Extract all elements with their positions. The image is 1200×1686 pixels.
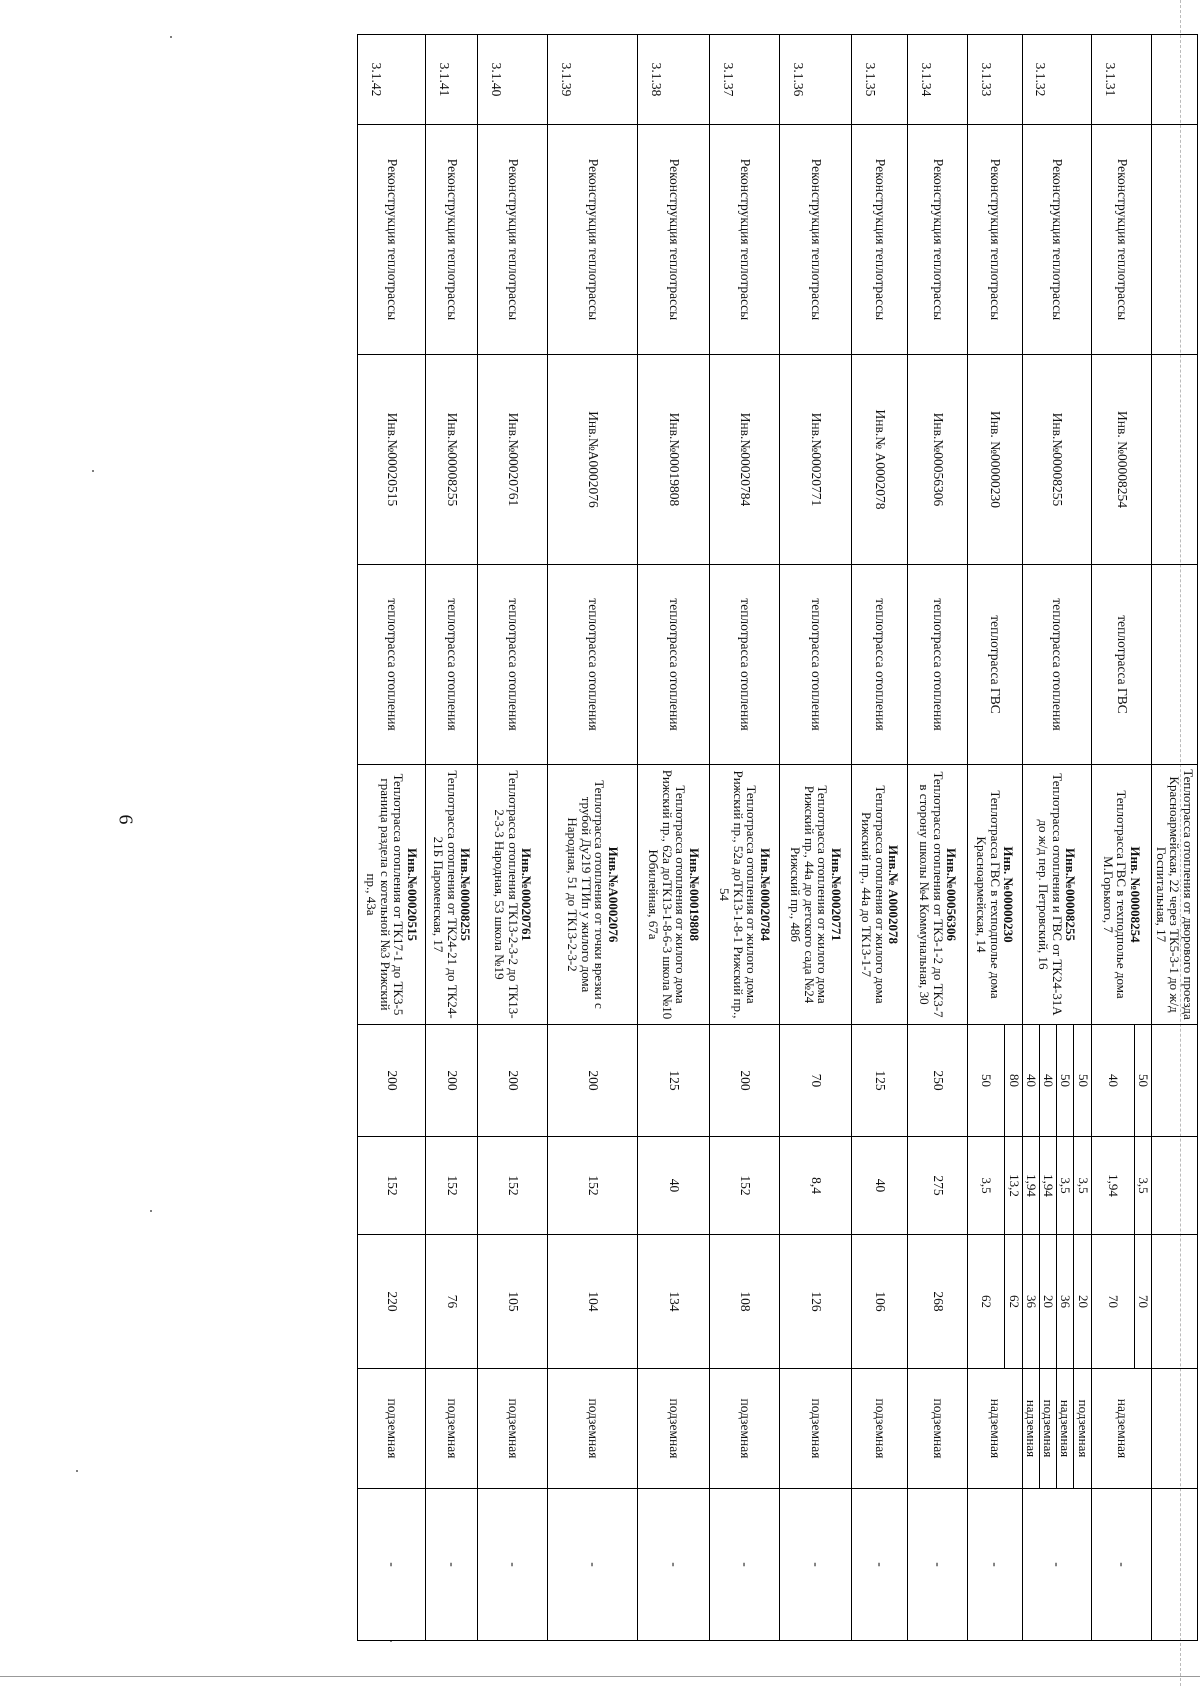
diameter-cell: 200 bbox=[710, 1025, 780, 1137]
inventory-cell: Инв.№А0002076 bbox=[548, 355, 638, 565]
extra-cell: - bbox=[1091, 1489, 1151, 1641]
diameter-cell: 200 bbox=[426, 1025, 478, 1137]
length-cell: 8,4 bbox=[780, 1137, 852, 1235]
extra-cell: - bbox=[358, 1489, 426, 1641]
count-cell: 126 bbox=[780, 1235, 852, 1369]
row-number: 3.1.39 bbox=[548, 35, 638, 125]
desc-cell bbox=[358, 765, 426, 1025]
inventory-cell: Инв.№00020784 bbox=[710, 355, 780, 565]
length-cell: 1,94 bbox=[1022, 1137, 1039, 1235]
count-cell: 268 bbox=[908, 1235, 968, 1369]
desc-text: Теплотрасса отопления от точки врезки с трубой Ду219 ТТИп у жилого дома Народная, 51 до ТК13-2-3-2 bbox=[565, 780, 608, 1009]
count-cell: 104 bbox=[548, 1235, 638, 1369]
table-row bbox=[1152, 35, 1198, 1641]
work-cell: Реконструкция теплотрассы bbox=[638, 125, 710, 355]
desc-title: Инв.№ А0002078 bbox=[886, 844, 902, 945]
method-cell: надземная bbox=[1091, 1369, 1151, 1489]
extra-cell: - bbox=[710, 1489, 780, 1641]
desc-text: Теплотрасса отопления от ТК3-1-2 до ТК3-7 в сторону школы №4 Коммунальная, 30 bbox=[916, 771, 946, 1018]
method-cell: подземная bbox=[548, 1369, 638, 1489]
length-cell: 152 bbox=[478, 1137, 548, 1235]
extra-cell: - bbox=[548, 1489, 638, 1641]
work-cell: Реконструкция теплотрассы bbox=[478, 125, 548, 355]
reconstruction-table bbox=[357, 34, 1198, 1641]
scan-speck bbox=[150, 1210, 152, 1212]
method-cell: подземная bbox=[358, 1369, 426, 1489]
extra-cell: - bbox=[780, 1489, 852, 1641]
work-cell: Реконструкция теплотрассы bbox=[1022, 125, 1091, 355]
diameter-cell: 50 bbox=[1057, 1025, 1074, 1137]
desc-title: Инв. №00008254 bbox=[1127, 846, 1143, 943]
desc-title: Инв.№А0002076 bbox=[606, 846, 622, 943]
diameter-cell: 40 bbox=[1022, 1025, 1039, 1137]
table-row bbox=[638, 35, 710, 1641]
inventory-cell: Инв.№00008255 bbox=[1022, 355, 1091, 565]
work-cell: Реконструкция теплотрассы bbox=[358, 125, 426, 355]
document-table-rotated bbox=[357, 34, 1198, 1641]
desc-cell bbox=[968, 765, 1022, 1025]
desc-title: Инв.№00020771 bbox=[829, 848, 845, 941]
count-cell: 220 bbox=[358, 1235, 426, 1369]
type-cell: теплотрасса отопления bbox=[780, 565, 852, 765]
desc-cell bbox=[710, 765, 780, 1025]
method-cell: подземная bbox=[710, 1369, 780, 1489]
desc-title: Инв. №00000230 bbox=[1001, 846, 1017, 943]
work-cell: Реконструкция теплотрассы bbox=[780, 125, 852, 355]
length-cell: 152 bbox=[426, 1137, 478, 1235]
type-cell: теплотрасса отопления bbox=[358, 565, 426, 765]
diameter-cell: 80 bbox=[1005, 1025, 1022, 1137]
desc-cell bbox=[1091, 765, 1151, 1025]
inventory-cell: Инв.№00008255 bbox=[426, 355, 478, 565]
table-row bbox=[908, 35, 968, 1641]
count-cell: 20 bbox=[1074, 1235, 1091, 1369]
row-number: 3.1.35 bbox=[852, 35, 908, 125]
desc-text: Теплотрасса ГВС в техподполье дома М.Горького, 7 bbox=[1100, 790, 1130, 999]
count-cell: 76 bbox=[426, 1235, 478, 1369]
table-row bbox=[478, 35, 548, 1641]
table-cell bbox=[1152, 1369, 1198, 1489]
row-number: 3.1.40 bbox=[478, 35, 548, 125]
desc-title: Инв.№00020784 bbox=[758, 848, 774, 941]
scan-speck bbox=[170, 36, 172, 38]
inventory-cell: Инв.№00020761 bbox=[478, 355, 548, 565]
inventory-cell: Инв.№00056306 bbox=[908, 355, 968, 565]
table-cell bbox=[1152, 1489, 1198, 1641]
desc-text: Теплотрасса отопления от жилого дома Рижский пр., 62а доТК13-1-8-6-3 школа №10 Юбилейная, 67а bbox=[646, 769, 689, 1020]
desc-text: Теплотрасса ГВС в техподполье дома Красноармейская, 14 bbox=[974, 790, 1003, 999]
count-cell: 105 bbox=[478, 1235, 548, 1369]
diameter-cell: 125 bbox=[852, 1025, 908, 1137]
desc-cell bbox=[852, 765, 908, 1025]
extra-cell: - bbox=[908, 1489, 968, 1641]
table-row bbox=[548, 35, 638, 1641]
desc-cell bbox=[1022, 765, 1091, 1025]
type-cell: теплотрасса ГВС bbox=[1091, 565, 1151, 765]
diameter-cell: 70 bbox=[780, 1025, 852, 1137]
inventory-cell: Инв.№00020771 bbox=[780, 355, 852, 565]
table-row bbox=[1134, 35, 1151, 1641]
length-cell: 152 bbox=[548, 1137, 638, 1235]
table-cell bbox=[1152, 35, 1198, 125]
length-cell: 1,94 bbox=[1039, 1137, 1056, 1235]
method-cell: подземная bbox=[908, 1369, 968, 1489]
length-cell: 40 bbox=[638, 1137, 710, 1235]
inventory-cell: Инв.№00019808 bbox=[638, 355, 710, 565]
length-cell: 152 bbox=[358, 1137, 426, 1235]
extra-cell: - bbox=[638, 1489, 710, 1641]
row-number: 3.1.38 bbox=[638, 35, 710, 125]
diameter-cell: 40 bbox=[1091, 1025, 1134, 1137]
desc-title: Инв.№00020761 bbox=[519, 848, 535, 941]
count-cell: 62 bbox=[968, 1235, 1005, 1369]
method-cell: подземная bbox=[780, 1369, 852, 1489]
method-cell: подземная bbox=[1039, 1369, 1056, 1489]
diameter-cell: 50 bbox=[968, 1025, 1005, 1137]
desc-text: Теплотрасса отопления от жилого дома Рижский пр., 44а до детского сада №24 Рижский пр., 48б bbox=[788, 785, 831, 1004]
table-cell bbox=[1152, 355, 1198, 565]
desc-title: Инв.№00008255 bbox=[1063, 848, 1079, 941]
count-cell: 106 bbox=[852, 1235, 908, 1369]
diameter-cell: 40 bbox=[1039, 1025, 1056, 1137]
diameter-cell: 200 bbox=[358, 1025, 426, 1137]
diameter-cell: 200 bbox=[548, 1025, 638, 1137]
desc-cell bbox=[548, 765, 638, 1025]
inventory-cell: Инв.№ А0002078 bbox=[852, 355, 908, 565]
table-row bbox=[710, 35, 780, 1641]
extra-cell: - bbox=[478, 1489, 548, 1641]
row-number: 3.1.36 bbox=[780, 35, 852, 125]
type-cell: теплотрасса отопления bbox=[710, 565, 780, 765]
desc-title: Инв.№00056306 bbox=[944, 848, 960, 941]
count-cell: 20 bbox=[1039, 1235, 1056, 1369]
table-cell bbox=[1152, 1137, 1198, 1235]
diameter-cell: 250 bbox=[908, 1025, 968, 1137]
type-cell: теплотрасса отопления bbox=[908, 565, 968, 765]
desc-cell bbox=[908, 765, 968, 1025]
table-cell bbox=[1152, 565, 1198, 765]
inventory-cell: Инв. №00008254 bbox=[1091, 355, 1151, 565]
table-row bbox=[1005, 35, 1022, 1641]
work-cell: Реконструкция теплотрассы bbox=[1091, 125, 1151, 355]
length-cell: 40 bbox=[852, 1137, 908, 1235]
scan-speck bbox=[76, 1470, 78, 1472]
extra-cell: - bbox=[1022, 1489, 1091, 1641]
row-number: 3.1.33 bbox=[968, 35, 1022, 125]
type-cell: теплотрасса отопления bbox=[548, 565, 638, 765]
desc-text: Теплотрасса отопления от жилого дома Рижский пр., 44а до ТК13-1-7 bbox=[858, 785, 888, 1004]
method-cell: подземная bbox=[426, 1369, 478, 1489]
type-cell: теплотрасса ГВС bbox=[968, 565, 1022, 765]
desc-text: Теплотрасса отопления от ТК24-21 до ТК24-21Б Пароменская, 17 bbox=[430, 770, 460, 1019]
method-cell: надземная bbox=[1057, 1369, 1074, 1489]
row-number: 3.1.32 bbox=[1022, 35, 1091, 125]
desc-title: Инв.№00008255 bbox=[458, 848, 474, 941]
table-cell bbox=[1152, 1025, 1198, 1137]
inventory-cell: Инв. №00000230 bbox=[968, 355, 1022, 565]
desc-cell bbox=[780, 765, 852, 1025]
method-cell: подземная bbox=[638, 1369, 710, 1489]
diameter-cell: 125 bbox=[638, 1025, 710, 1137]
length-cell: 1,94 bbox=[1091, 1137, 1134, 1235]
desc-cell bbox=[638, 765, 710, 1025]
table-row bbox=[1074, 35, 1091, 1641]
table-row bbox=[780, 35, 852, 1641]
desc-text: Теплотрасса отопления ТК13-2-3-2 до ТК13-2-3-3 Народная, 53 школа №19 bbox=[491, 770, 521, 1019]
count-cell: 108 bbox=[710, 1235, 780, 1369]
type-cell: теплотрасса отопления bbox=[1022, 565, 1091, 765]
scan-speck bbox=[92, 470, 94, 472]
desc-cell: Теплотрасса отопления от дворового проезда Красноармейская, 22 через ТК5-3-1 до ж/д Госпитальная, 17 bbox=[1152, 765, 1198, 1025]
type-cell: теплотрасса отопления bbox=[478, 565, 548, 765]
length-cell: 3,5 bbox=[1074, 1137, 1091, 1235]
work-cell: Реконструкция теплотрассы bbox=[968, 125, 1022, 355]
desc-title: Инв.№00020515 bbox=[405, 848, 421, 941]
count-cell: 70 bbox=[1134, 1235, 1151, 1369]
count-cell: 62 bbox=[1005, 1235, 1022, 1369]
count-cell: 36 bbox=[1057, 1235, 1074, 1369]
method-cell: подземная bbox=[1074, 1369, 1091, 1489]
work-cell: Реконструкция теплотрассы bbox=[426, 125, 478, 355]
desc-text: Теплотрасса отопления от жилого дома Рижский пр., 52а доТК13-1-8-1 Рижский пр., 54 bbox=[717, 770, 760, 1019]
work-cell: Реконструкция теплотрассы bbox=[710, 125, 780, 355]
page-edge-bottom bbox=[0, 1676, 1200, 1677]
method-cell: надземная bbox=[1022, 1369, 1039, 1489]
type-cell: теплотрасса отопления bbox=[852, 565, 908, 765]
method-cell: надземная bbox=[968, 1369, 1022, 1489]
type-cell: теплотрасса отопления bbox=[426, 565, 478, 765]
type-cell: теплотрасса отопления bbox=[638, 565, 710, 765]
inventory-cell: Инв.№00020515 bbox=[358, 355, 426, 565]
row-number: 3.1.37 bbox=[710, 35, 780, 125]
table-row bbox=[358, 35, 426, 1641]
extra-cell: - bbox=[426, 1489, 478, 1641]
work-cell: Реконструкция теплотрассы bbox=[908, 125, 968, 355]
row-number: 3.1.42 bbox=[358, 35, 426, 125]
count-cell: 36 bbox=[1022, 1235, 1039, 1369]
table-cell bbox=[1152, 1235, 1198, 1369]
work-cell: Реконструкция теплотрассы bbox=[852, 125, 908, 355]
row-number: 3.1.31 bbox=[1091, 35, 1151, 125]
count-cell: 70 bbox=[1091, 1235, 1134, 1369]
table-row bbox=[426, 35, 478, 1641]
length-cell: 152 bbox=[710, 1137, 780, 1235]
page-number: 6 bbox=[114, 814, 137, 825]
extra-cell: - bbox=[852, 1489, 908, 1641]
table-cell bbox=[1152, 125, 1198, 355]
work-cell: Реконструкция теплотрассы bbox=[548, 125, 638, 355]
desc-cell bbox=[426, 765, 478, 1025]
desc-text: Теплотрасса отопления и ГВС от ТК24-31А до ж/д пер. Петровский, 16 bbox=[1035, 773, 1065, 1016]
table-row bbox=[852, 35, 908, 1641]
diameter-cell: 50 bbox=[1134, 1025, 1151, 1137]
diameter-cell: 200 bbox=[478, 1025, 548, 1137]
desc-cell bbox=[478, 765, 548, 1025]
row-number: 3.1.41 bbox=[426, 35, 478, 125]
count-cell: 134 bbox=[638, 1235, 710, 1369]
diameter-cell: 50 bbox=[1074, 1025, 1091, 1137]
desc-title: Инв.№00019808 bbox=[687, 848, 703, 941]
length-cell: 3,5 bbox=[1057, 1137, 1074, 1235]
length-cell: 3,5 bbox=[1134, 1137, 1151, 1235]
extra-cell: - bbox=[968, 1489, 1022, 1641]
method-cell: подземная bbox=[478, 1369, 548, 1489]
desc-text: Теплотрасса отопления от ТК17-1 до ТК3-5 граница раздела с котельной №3 Рижский пр., 43а bbox=[364, 773, 407, 1016]
length-cell: 3,5 bbox=[968, 1137, 1005, 1235]
method-cell: подземная bbox=[852, 1369, 908, 1489]
length-cell: 13,2 bbox=[1005, 1137, 1022, 1235]
length-cell: 275 bbox=[908, 1137, 968, 1235]
row-number: 3.1.34 bbox=[908, 35, 968, 125]
